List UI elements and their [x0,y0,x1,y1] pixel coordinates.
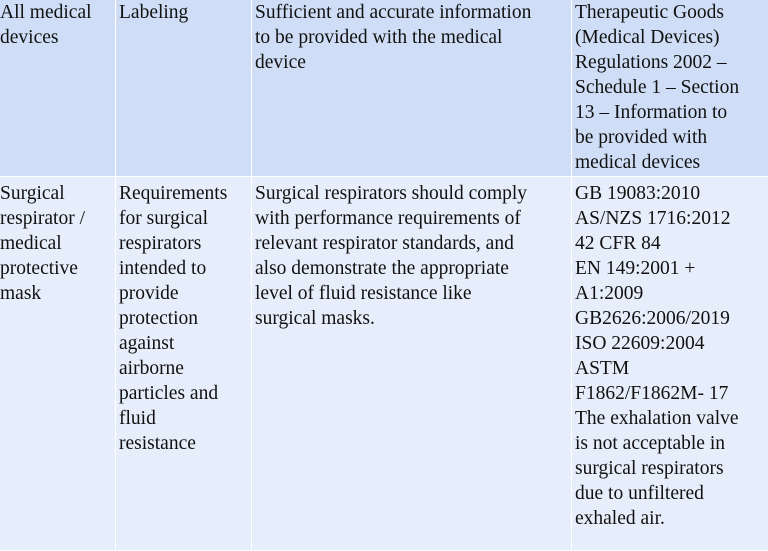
cell-line: provide [119,281,251,306]
cell-line: level of fluid resistance like [255,281,571,306]
cell-line: ISO 22609:2004 [575,331,768,356]
cell-line: Therapeutic Goods [575,0,768,25]
cell-line: Sufficient and accurate information [255,0,571,25]
cell-line: surgical respirators [575,456,768,481]
cell-line: 13 – Information to [575,100,768,125]
cell-line: for surgical [119,206,251,231]
cell-line: AS/NZS 1716:2012 [575,206,768,231]
cell-line: respirators [119,231,251,256]
cell-line: medical [0,231,115,256]
cell-line: (Medical Devices) [575,25,768,50]
table-row-general [0,0,768,177]
cell-line: particles and [119,381,251,406]
cell-line: surgical masks. [255,306,571,331]
cell-line: Schedule 1 – Section [575,75,768,100]
cell-line: A1:2009 [575,281,768,306]
device-type-cell [0,0,116,177]
cell-line: EN 149:2001 + [575,256,768,281]
category-cell [116,0,252,177]
cell-line: exhaled air. [575,506,768,531]
requirement-cell [252,0,572,177]
cell-line: Labeling [119,0,251,25]
cell-line: due to unfiltered [575,481,768,506]
cell-line: device [255,50,571,75]
cell-line: GB2626:2006/2019 [575,306,768,331]
cell-line: intended to [119,256,251,281]
requirement-cell [252,177,572,551]
category-cell [116,177,252,551]
cell-line: protection [119,306,251,331]
cell-line: resistance [119,431,251,456]
cell-line: devices [0,25,115,50]
cell-line: fluid [119,406,251,431]
cell-line: with performance requirements of [255,206,571,231]
cell-line: medical devices [575,150,768,175]
cell-line: The exhalation valve [575,406,768,431]
reference-cell [572,0,768,177]
cell-line: 42 CFR 84 [575,231,768,256]
device-type-cell [0,177,116,551]
cell-line: protective [0,256,115,281]
cell-line: Regulations 2002 – [575,50,768,75]
reference-cell [572,177,768,551]
cell-line: GB 19083:2010 [575,181,768,206]
cell-line: Surgical respirators should comply [255,181,571,206]
cell-line: ASTM [575,356,768,381]
cell-line: airborne [119,356,251,381]
cell-line: also demonstrate the appropriate [255,256,571,281]
cell-line: Requirements [119,181,251,206]
cell-line: is not acceptable in [575,431,768,456]
cell-line: respirator / [0,206,115,231]
cell-line: be provided with [575,125,768,150]
cell-line: against [119,331,251,356]
cell-line: mask [0,281,115,306]
table-row-surgical-respirator [0,177,768,551]
cell-line: F1862/F1862M- 17 [575,381,768,406]
cell-line: to be provided with the medical [255,25,571,50]
cell-line: All medical [0,0,115,25]
cell-line: relevant respirator standards, and [255,231,571,256]
cell-line: Surgical [0,181,115,206]
